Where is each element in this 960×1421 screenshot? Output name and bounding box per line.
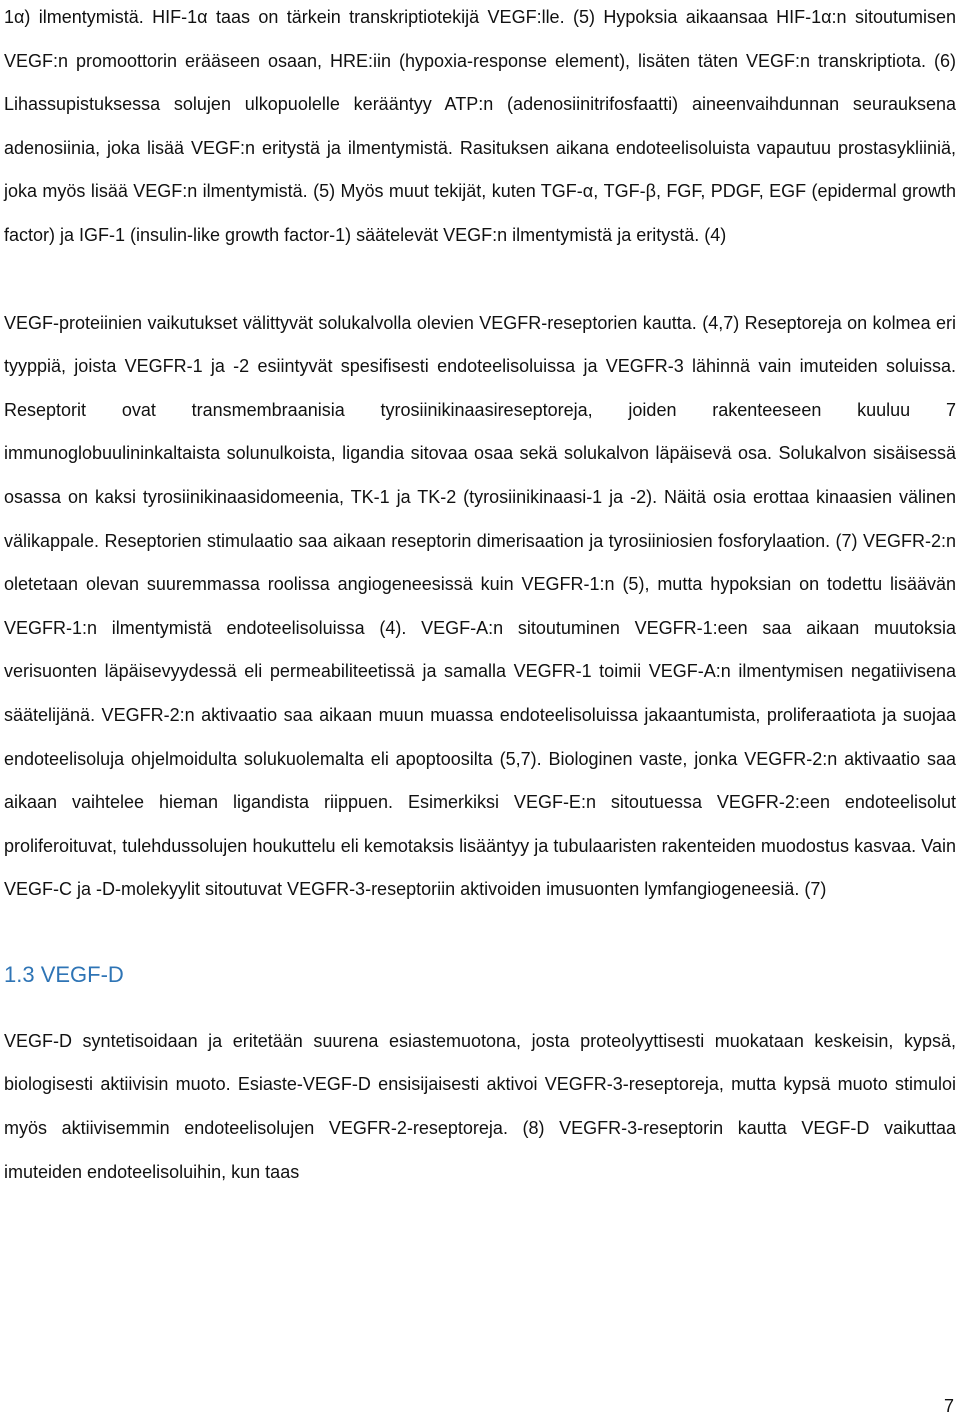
paragraph-vegf-d: VEGF-D syntetisoidaan ja eritetään suurena esiastemuotona, josta proteolyyttisesti muokataan keskeisin, kypsä, biologisesti aktiivisin muoto. Esiaste-VEGF-D ensisijaisesti aktivoi VEGFR-3-reseptoreja, mutta kypsä muoto stimuloi myös aktiivisemmin endoteelisolujen VEGFR-2-reseptoreja. (8) VEGFR-3-reseptorin kautta VEGF-D vaikuttaa imuteiden endoteelisoluihin, kun taas — [4, 1030, 956, 1182]
section-heading: 1.3 VEGF-D — [4, 961, 124, 987]
paragraph-vegf-receptors: VEGF-proteiinien vaikutukset välittyvät solukalvolla olevien VEGFR-reseptorien kautta. (4,7) Reseptoreja on kolmea eri tyyppiä, joista VEGFR-1 ja -2 esiintyvät spesifisesti endoteelisoluissa ja VEGFR-3 lähinnä vain imuteiden soluissa. Reseptorit ovat transmembraanisia tyrosiinikinaasireseptoreja, joiden rakenteeseen kuuluu 7 immunoglobuulininkaltaista solunulkoista, ligandia sitovaa osaa sekä solukalvon läpäisevä osa. Solukalvon sisäisessä osassa on kaksi tyrosiinikinaasidomeenia, TK-1 ja TK-2 (tyrosiinikinaasi-1 ja -2). Näitä osia erottaa kinaasien välinen välikappale. Reseptorien stimulaatio saa aikaan reseptorin dimerisaation ja tyrosiiniosien fosforylaation. (7) VEGFR-2:n oletetaan olevan suuremmassa roolissa angiogeneesissä kuin VEGFR-1:n (5), mutta hypoksian on todettu lisäävän VEGFR-1:n ilmentymistä endoteelisoluissa (4). VEGF-A:n sitoutuminen VEGFR-1:een saa aikaan muutoksia verisuonten läpäisevyydessä eli permeabiliteetissä ja samalla VEGFR-1 toimii VEGF-A:n ilmentymisen negatiivisena säätelijänä. VEGFR-2:n aktivaatio saa aikaan muun muassa endoteelisoluissa jakaantumista, proliferaatiota ja suojaa endoteelisoluja ohjelmoidulta solukuolemalta eli apoptoosilta (5,7). Biologinen vaste, jonka VEGFR-2:n aktivaatio saa aikaan vaihtelee hieman ligandista riippuen. Esimerkiksi VEGF-E:n sitoutuessa VEGFR-2:een endoteelisolut proliferoituvat, tulehdussolujen houkuttelu eli kemotaksis lisääntyy ja tubulaaristen rakenteiden muodostus kasvaa. Vain VEGF-C ja -D-molekyylit sitoutuvat VEGFR-3-reseptoriin aktivoiden imusuonten lymfangiogeneesiä. (7) — [4, 312, 956, 900]
paragraph-vegf-regulation: 1α) ilmentymistä. HIF-1α taas on tärkein transkriptiotekijä VEGF:lle. (5) Hypoksia aikaansaa HIF-1α:n sitoutumisen VEGF:n promoottorin erääseen osaan, HRE:iin (hypoxia-response element), lisäten täten VEGF:n transkriptiota. (6) Lihassupistuksessa solujen ulkopuolelle kerääntyy ATP:n (adenosiinitrifosfaatti) aineenvaihdunnan seurauksena adenosiinia, joka lisää VEGF:n eritystä ja ilmentymistä. Rasituksen aikana endoteelisoluista vapautuu prostasykliiniä, joka myös lisää VEGF:n ilmentymistä. (5) Myös muut tekijät, kuten TGF-α, TGF-β, FGF, PDGF, EGF (epidermal growth factor) ja IGF-1 (insulin-like growth factor-1) säätelevät VEGF:n ilmentymistä ja eritystä. (4) — [4, 7, 956, 245]
document-page — [4, 0, 956, 1194]
page-number: 7 — [943, 1396, 954, 1416]
